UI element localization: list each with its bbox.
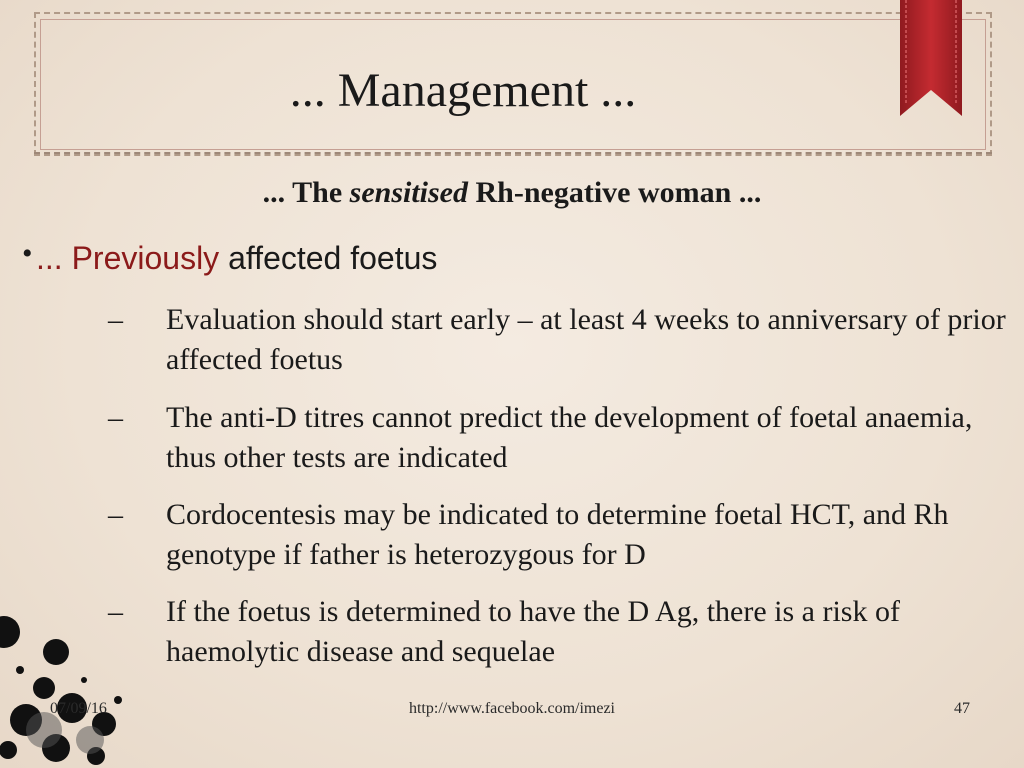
slide-subtitle (0, 173, 1024, 213)
subtitle-prefix: ... The (262, 176, 350, 209)
footer-url: http://www.facebook.com/imezi (408, 700, 615, 717)
page-number: 47 (954, 700, 970, 717)
sub-bullet-text: Evaluation should start early – at least 4 weeks to anniversary of prior affected foetus (166, 303, 1006, 376)
subtitle-suffix: Rh-negative woman ... (468, 176, 762, 209)
sub-bullet-text: If the foetus is determined to have the D Ag, there is a risk of haemolytic disease and sequelae (166, 595, 900, 668)
main-bullet (22, 236, 437, 281)
bullet-dot-icon: • (22, 237, 33, 270)
slide-title: ... Management ... (289, 64, 637, 117)
sub-bullet-text: Cordocentesis may be indicated to determine foetal HCT, and Rh genotype if father is heterozygous for D (166, 498, 949, 571)
dash-icon: – (108, 498, 123, 531)
footer-date: 07/09/16 (50, 700, 107, 717)
title-divider (34, 152, 992, 157)
ink-blot-decoration (0, 600, 140, 768)
dash-icon: – (108, 303, 123, 336)
subtitle-emphasis: sensitised (349, 176, 468, 209)
dash-icon: – (108, 595, 123, 628)
main-bullet-text: affected foetus (219, 240, 438, 276)
dash-icon: – (108, 401, 123, 434)
main-bullet-highlight: ... Previously (36, 240, 220, 276)
sub-bullet-text: The anti-D titres cannot predict the development of foetal anaemia, thus other tests are indicated (166, 401, 973, 474)
